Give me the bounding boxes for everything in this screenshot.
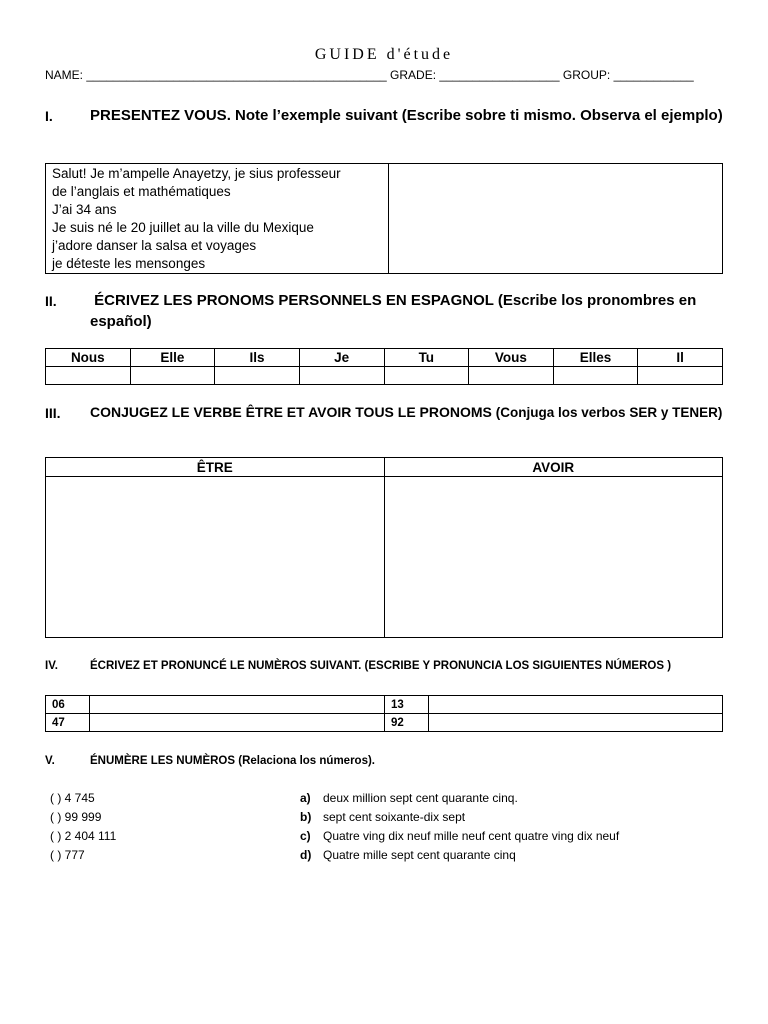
number-cell: 47 [46,714,90,732]
avoir-answer-cell[interactable] [384,477,723,638]
numbers-table [45,695,723,732]
match-number[interactable]: ( ) 2 404 111 [50,829,117,843]
pronoun-header: Elle [130,349,215,367]
pronoun-answer-cell[interactable] [46,367,131,385]
example-line: Salut! Je m’ampelle Anayetzy, je sius professeur [52,166,341,181]
number-answer-cell[interactable] [429,714,723,732]
match-number[interactable]: ( ) 777 [50,848,85,862]
pronoun-answer-cell[interactable] [384,367,469,385]
example-cell [46,164,389,274]
match-text: sept cent soixante-dix sept [323,810,466,824]
match-text: deux million sept cent quarante cinq. [323,791,518,805]
match-number[interactable]: ( ) 99 999 [50,810,102,824]
section-2-title: ÉCRIVEZ LES PRONOMS PERSONNELS EN ESPAGNOL (Escribe los pronombres en español) [90,292,697,330]
etre-header: ÊTRE [46,458,385,477]
pronoun-header: Il [638,349,723,367]
match-text: Quatre mille sept cent quarante cinq [323,848,516,862]
student-info-line [45,68,694,82]
section-5-number: V. [45,755,55,767]
matching-exercise [50,789,730,869]
match-letter: b) [300,810,312,824]
example-line: Je suis né le 20 juillet au la ville du Mexique [52,220,314,235]
pronoun-header: Vous [469,349,554,367]
number-cell: 06 [46,696,90,714]
group-blank[interactable]: ____________ [613,68,694,82]
pronoun-header: Tu [384,349,469,367]
section-4-number: IV. [45,660,59,672]
pronoun-answer-cell[interactable] [553,367,638,385]
pronouns-table [45,348,723,385]
section-4-title: ÉCRIVEZ ET PRONUNCÉ LE NUMÈROS SUIVANT. (ESCRIBE Y PRONUNCIA LOS SIGUIENTES NÚMEROS ) [90,660,672,672]
example-line: j’adore danser la salsa et voyages [52,238,257,253]
match-text: Quatre ving dix neuf mille neuf cent quatre ving dix neuf [323,829,620,843]
pronoun-answer-cell[interactable] [215,367,300,385]
pronoun-answer-cell[interactable] [469,367,554,385]
pronoun-header: Elles [553,349,638,367]
group-label: GROUP: [562,68,611,82]
section-2-number: II. [45,293,57,309]
grade-label: GRADE: [390,68,437,82]
pronoun-header: Ils [215,349,300,367]
match-letter: d) [300,848,312,862]
pronoun-answer-cell[interactable] [299,367,384,385]
match-letter: c) [300,829,311,843]
number-answer-cell[interactable] [429,696,723,714]
section-5-title: ÉNUMÈRE LES NUMÈROS (Relaciona los números). [90,755,375,767]
section-1-number: I. [45,108,53,124]
number-answer-cell[interactable] [90,696,385,714]
avoir-header: AVOIR [384,458,723,477]
example-line: de l’anglais et mathématiques [52,184,231,199]
section-3-number: III. [45,405,61,421]
page-title: GUIDE d'étude [314,46,454,63]
pronoun-header: Nous [46,349,131,367]
etre-answer-cell[interactable] [46,477,385,638]
name-label: NAME: [45,68,84,82]
grade-blank[interactable]: __________________ [439,68,560,82]
example-line: je déteste les mensonges [52,256,206,271]
number-answer-cell[interactable] [90,714,385,732]
section-3-title: CONJUGEZ LE VERBE ÊTRE ET AVOIR TOUS LE PRONOMS (Conjuga los verbos SER y TENER) [90,404,723,420]
pronoun-header: Je [299,349,384,367]
intro-table [45,163,723,274]
match-letter: a) [300,791,311,805]
pronoun-answer-cell[interactable] [130,367,215,385]
number-cell: 13 [385,696,429,714]
answer-cell[interactable] [389,164,723,274]
pronoun-answer-cell[interactable] [638,367,723,385]
number-cell: 92 [385,714,429,732]
example-line: J’ai 34 ans [52,202,117,217]
name-blank[interactable]: _____________________________________________ [86,68,387,82]
conjugation-table [45,457,723,638]
match-number[interactable]: ( ) 4 745 [50,791,95,805]
section-1-title: PRESENTEZ VOUS. Note l’exemple suivant (Escribe sobre ti mismo. Observa el ejemplo) [90,107,723,124]
